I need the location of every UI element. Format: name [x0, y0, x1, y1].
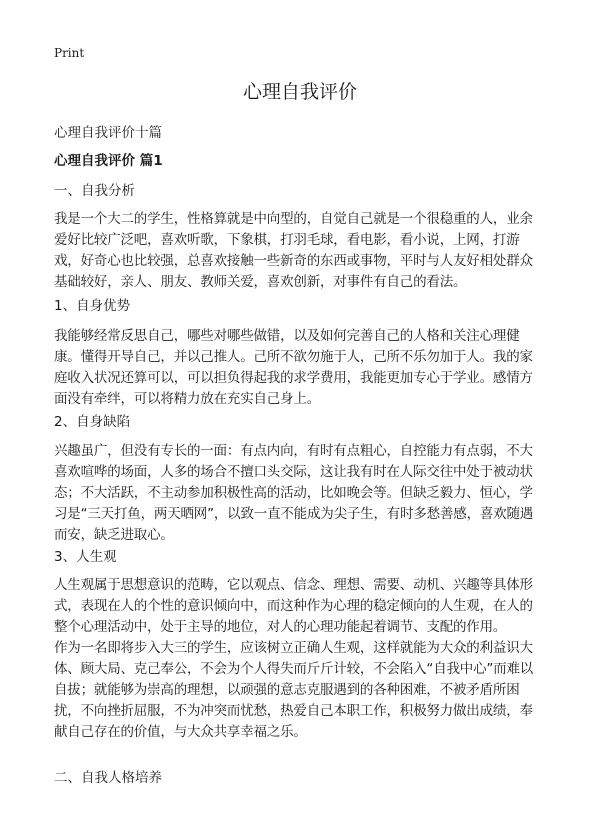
section-heading-personality-development: 二、自我人格培养 [54, 770, 162, 786]
section-heading-self-analysis: 一、自我分析 [54, 183, 135, 199]
paragraph-weaknesses: 兴趣虽广，但没有专长的一面：有点内向，有时有点粗心，自控能力有点弱，不大喜欢喧哗的场面，人多的场合不擅口头交际，这让我有时在人际交往中处于被动状态；不大活跃，不主动参加积极性高的活动，比如晚会等。但缺乏毅力、恒心，学习是“三天打鱼，两天晒网”，以致一直不能成为尖子生，有时多愁善感，喜欢随遇而安，缺乏进取心。 [54, 443, 534, 543]
article-heading: 心理自我评价 篇1 [54, 153, 163, 169]
section-heading-weaknesses: 2、自身缺陷 [54, 414, 131, 430]
page-title: 心理自我评价 [242, 81, 357, 103]
section-heading-strengths: 1、自身优势 [54, 298, 131, 314]
paragraph-strengths: 我能够经常反思自己，哪些对哪些做错，以及如何完善自己的人格和关注心理健康。懂得开导自己，并以己推人。己所不欲勿施于人，己所不乐勿加于人。我的家庭收入状况还算可以，可以担负得起我的求学费用，我能更加专心于学业。感情方面没有牵绊，可以将精力放在充实自己身上。 [54, 328, 533, 407]
paragraph-outlook-definition: 人生观属于思想意识的范畴，它以观点、信念、理想、需要、动机、兴趣等具体形式，表现在人的个性的意识倾向中，而这种作为心理的稳定倾向的人生观，在人的整个心理活动中，处于主导的地位，对人的心理功能起着调节、支配的作用。 [54, 577, 533, 635]
paragraph-outlook-student: 作为一名即将步入大三的学生，应该树立正确人生观，这样就能为大众的利益识大体、顾大局、克己奉公，不会为个人得失而斤斤计较，不会陷入“自我中心”而难以自拔；就能够为崇高的理想，以顽强的意志克服遇到的各种困难，不被矛盾所困扰，不向挫折屈服，不为冲突而忧愁，热爱自己本职工作，积极努力做出成绩，奉献自己存在的价值，与大众共享幸福之乐。 [54, 640, 534, 740]
paragraph-self-analysis: 我是一个大二的学生，性格算就是中向型的，自觉自己就是一个很稳重的人，业余爱好比较广泛吧，喜欢听歌，下象棋，打羽毛球，看电影，看小说，上网，打游戏，好奇心也比较强，总喜欢接触一些新奇的东西或事物，平时与人友好相处群众基础较好，亲人、朋友、教师关爱，喜欢创新，对事件有自己的看法。 [54, 211, 533, 290]
print-link[interactable]: Print [54, 46, 85, 60]
section-heading-outlook-on-life: 3、人生观 [54, 549, 117, 565]
document-subtitle: 心理自我评价十篇 [54, 125, 162, 141]
